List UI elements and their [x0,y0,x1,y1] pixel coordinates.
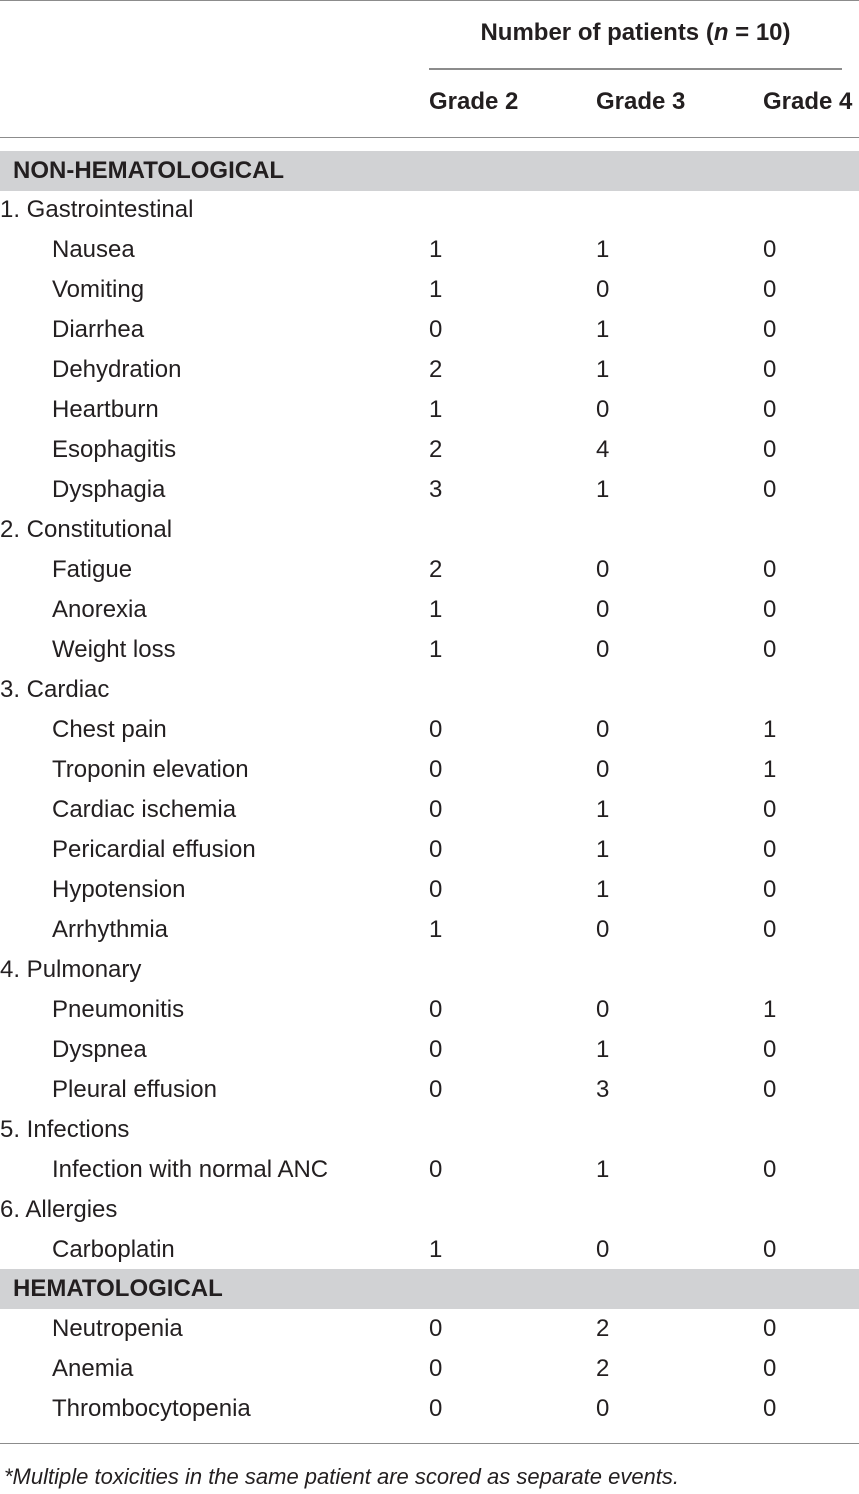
section-header-hematological [0,1269,859,1309]
toxicity-name: Esophagitis [52,436,177,463]
grade-4-count: 0 [763,1395,777,1422]
grade-3-count: 2 [596,1355,610,1382]
grade-2-count: 0 [429,1355,443,1382]
grade-2-count: 1 [429,596,443,623]
grade-2-count: 1 [429,1236,443,1263]
grade-3-count: 1 [596,356,610,383]
column-header-grade-2: Grade 2 [429,88,519,115]
grade-3-count: 1 [596,836,610,863]
grade-2-count: 2 [429,556,443,583]
grade-2-count: 0 [429,876,443,903]
table-row [0,1030,859,1070]
table-row [0,830,859,870]
grade-4-count: 0 [763,1355,777,1382]
toxicity-name: Pericardial effusion [52,836,256,863]
toxicity-name: Diarrhea [52,316,145,343]
grade-3-count: 1 [596,1156,610,1183]
grade-4-count: 0 [763,236,777,263]
category-row [0,1190,859,1230]
grade-4-count: 0 [763,836,777,863]
toxicity-name: Fatigue [52,556,133,583]
grade-4-count: 0 [763,596,777,623]
toxicity-name: Dysphagia [52,476,166,503]
grade-3-count: 0 [596,636,610,663]
table-row [0,1070,859,1110]
grade-4-count: 0 [763,476,777,503]
category-row [0,190,859,230]
category-label: 1. Gastrointestinal [0,196,194,223]
table-row [0,270,859,310]
table-row [0,750,859,790]
grade-2-count: 0 [429,836,443,863]
table-row [0,470,859,510]
grade-3-count: 1 [596,876,610,903]
grade-4-count: 0 [763,916,777,943]
table-row [0,350,859,390]
grade-3-count: 1 [596,1036,610,1063]
grade-4-count: 0 [763,1236,777,1263]
grade-2-count: 0 [429,1395,443,1422]
table-row [0,390,859,430]
table-row [0,1230,859,1270]
toxicity-name: Pneumonitis [52,996,185,1023]
category-label: 6. Allergies [0,1196,118,1223]
grade-4-count: 0 [763,1076,777,1103]
table-footnote: *Multiple toxicities in the same patient are scored as separate events. [4,1464,680,1489]
category-label: 4. Pulmonary [0,956,142,983]
grade-2-count: 0 [429,1076,443,1103]
toxicity-name: Dyspnea [52,1036,147,1063]
table-row [0,910,859,950]
grade-2-count: 2 [429,436,443,463]
column-group-header-prefix: Number of patients ( [480,19,714,46]
grade-4-count: 0 [763,316,777,343]
toxicity-name: Dehydration [52,356,182,383]
toxicity-name: Troponin elevation [52,756,249,783]
table-row [0,1389,859,1429]
table-row [0,1309,859,1349]
table-row [0,310,859,350]
grade-4-count: 0 [763,436,777,463]
grade-3-count: 4 [596,436,610,463]
category-row [0,510,859,550]
toxicity-name: Carboplatin [52,1236,175,1263]
table-bottom-rule [0,1443,859,1444]
grade-2-count: 2 [429,356,443,383]
grade-4-count: 1 [763,756,777,783]
table-row [0,630,859,670]
grade-2-count: 0 [429,996,443,1023]
grade-3-count: 0 [596,716,610,743]
column-group-header [429,14,842,52]
grade-3-count: 1 [596,236,610,263]
table-row [0,590,859,630]
grade-4-count: 0 [763,1036,777,1063]
toxicity-name: Heartburn [52,396,159,423]
grade-2-count: 1 [429,276,443,303]
grade-3-count: 0 [596,1395,610,1422]
grade-4-count: 1 [763,996,777,1023]
category-label: 5. Infections [0,1116,130,1143]
toxicity-name: Cardiac ischemia [52,796,237,823]
toxicity-name: Hypotension [52,876,186,903]
section-label: HEMATOLOGICAL [13,1275,223,1302]
grade-4-count: 0 [763,356,777,383]
grade-4-count: 0 [763,636,777,663]
toxicity-name: Pleural effusion [52,1076,217,1103]
grade-2-count: 0 [429,1036,443,1063]
grade-3-count: 0 [596,1236,610,1263]
grade-4-count: 0 [763,1156,777,1183]
table-top-rule [0,0,859,1]
toxicity-name: Anorexia [52,596,147,623]
table-row [0,230,859,270]
category-label: 2. Constitutional [0,516,173,543]
grade-3-count: 2 [596,1315,610,1342]
grade-2-count: 1 [429,916,443,943]
table-row [0,430,859,470]
grade-2-count: 1 [429,636,443,663]
table-row [0,790,859,830]
category-row [0,670,859,710]
table-row [0,870,859,910]
grade-4-count: 0 [763,876,777,903]
section-label: NON-HEMATOLOGICAL [13,157,285,184]
grade-3-count: 0 [596,276,610,303]
grade-2-count: 0 [429,316,443,343]
section-header-non-hematological [0,151,859,191]
toxicity-name: Anemia [52,1355,134,1382]
toxicity-name: Neutropenia [52,1315,183,1342]
column-group-header-suffix: = 10) [728,19,791,46]
grade-3-count: 1 [596,476,610,503]
toxicity-name: Infection with normal ANC [52,1156,329,1183]
toxicity-name: Vomiting [52,276,145,303]
category-row [0,1110,859,1150]
grade-2-count: 0 [429,1156,443,1183]
grade-4-count: 1 [763,716,777,743]
grade-2-count: 0 [429,796,443,823]
grade-3-count: 0 [596,596,610,623]
grade-3-count: 0 [596,556,610,583]
category-row [0,950,859,990]
grade-2-count: 0 [429,716,443,743]
grade-2-count: 0 [429,756,443,783]
grade-4-count: 0 [763,796,777,823]
grade-3-count: 0 [596,916,610,943]
column-header-grade-4: Grade 4 [763,88,853,115]
grade-3-count: 1 [596,796,610,823]
grade-4-count: 0 [763,276,777,303]
table-row [0,990,859,1030]
table-row [0,1150,859,1190]
toxicity-name: Weight loss [52,636,176,663]
grade-4-count: 0 [763,556,777,583]
grade-3-count: 0 [596,756,610,783]
column-group-header-variable: n [713,19,729,46]
grade-4-count: 0 [763,1315,777,1342]
grade-4-count: 0 [763,396,777,423]
grade-2-count: 1 [429,236,443,263]
grade-2-count: 3 [429,476,443,503]
grade-2-count: 1 [429,396,443,423]
toxicity-name: Thrombocytopenia [52,1395,251,1422]
header-bottom-rule [0,137,859,138]
category-label: 3. Cardiac [0,676,110,703]
column-group-rule [429,68,842,70]
table-row [0,550,859,590]
toxicity-name: Chest pain [52,716,167,743]
grade-3-count: 0 [596,996,610,1023]
column-header-grade-3: Grade 3 [596,88,686,115]
grade-3-count: 3 [596,1076,610,1103]
toxicity-name: Arrhythmia [52,916,169,943]
table-row [0,710,859,750]
toxicity-name: Nausea [52,236,135,263]
grade-3-count: 1 [596,316,610,343]
grade-3-count: 0 [596,396,610,423]
table-row [0,1349,859,1389]
grade-2-count: 0 [429,1315,443,1342]
